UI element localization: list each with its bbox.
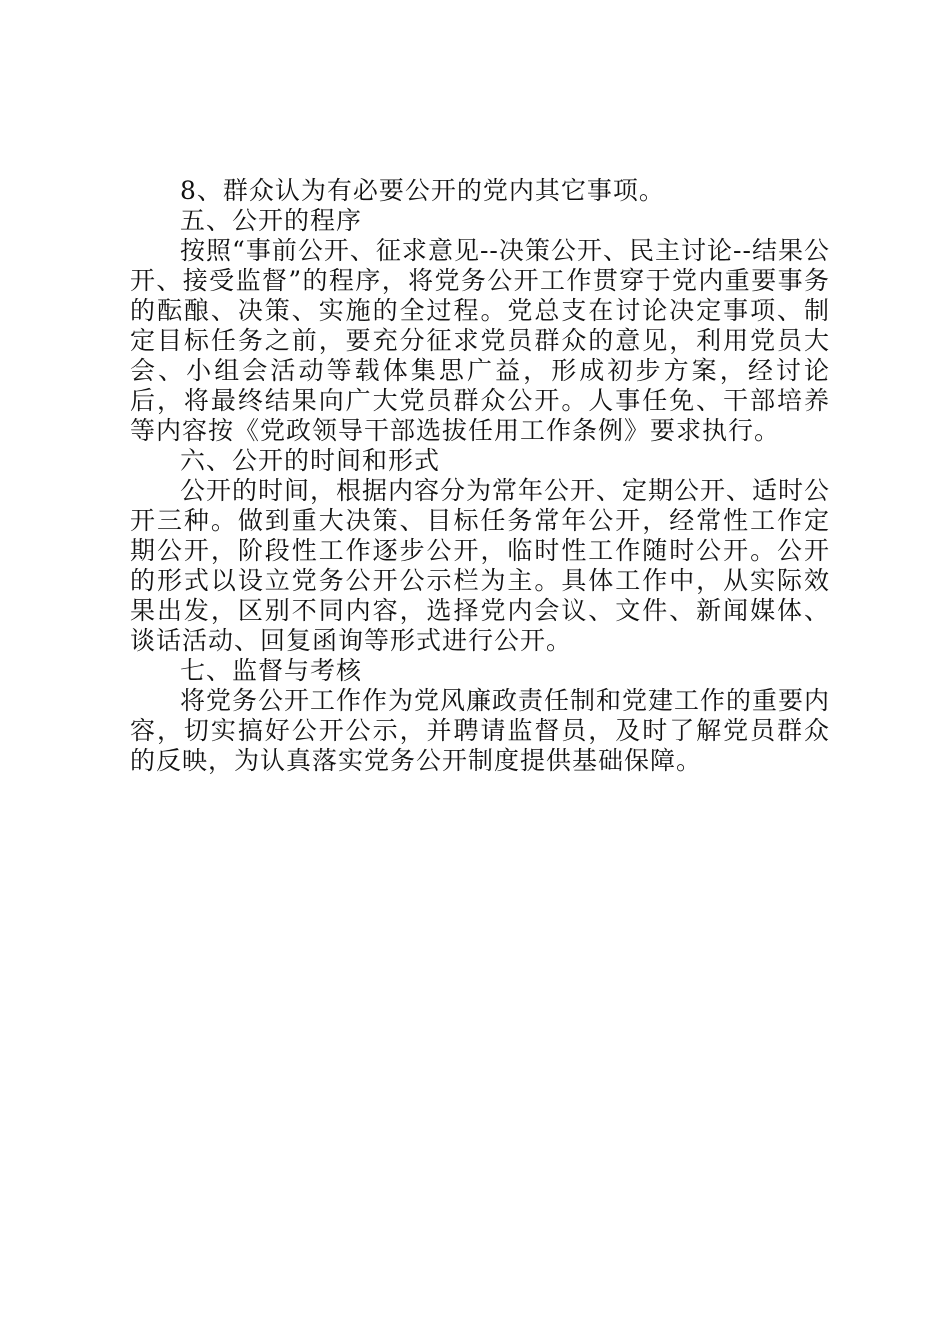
section-5-paragraph: 按照“事前公开、征求意见--决策公开、民主讨论--结果公开、接受监督”的程序，将党务公开工作贯穿于党内重要事务的酝酿、决策、实施的全过程。党总支在讨论决定事项、制定目标任务之前，要充分征求党员群众的意见，利用党员大会、小组会活动等载体集思广益，形成初步方案，经讨论后，将最终结果向广大党员群众公开。人事任免、干部培养等内容按《党政领导干部选拔任用工作条例》要求执行。	[130, 236, 830, 445]
document-body	[130, 176, 830, 776]
section-6-heading: 六、公开的时间和形式	[180, 446, 441, 475]
item-8-paragraph: 8、群众认为有必要公开的党内其它事项。	[180, 176, 665, 205]
section-5-heading: 五、公开的程序	[180, 206, 363, 235]
section-6-paragraph: 公开的时间，根据内容分为常年公开、定期公开、适时公开三种。做到重大决策、目标任务常年公开，经常性工作定期公开，阶段性工作逐步公开，临时性工作随时公开。公开的形式以设立党务公开公示栏为主。具体工作中，从实际效果出发，区别不同内容，选择党内会议、文件、新闻媒体、谈话活动、回复函询等形式进行公开。	[130, 476, 831, 655]
section-7-paragraph: 将党务公开工作作为党风廉政责任制和党建工作的重要内容，切实搞好公开公示，并聘请监督员，及时了解党员群众的反映，为认真落实党务公开制度提供基础保障。	[130, 686, 831, 775]
section-7-heading: 七、监督与考核	[180, 656, 363, 685]
